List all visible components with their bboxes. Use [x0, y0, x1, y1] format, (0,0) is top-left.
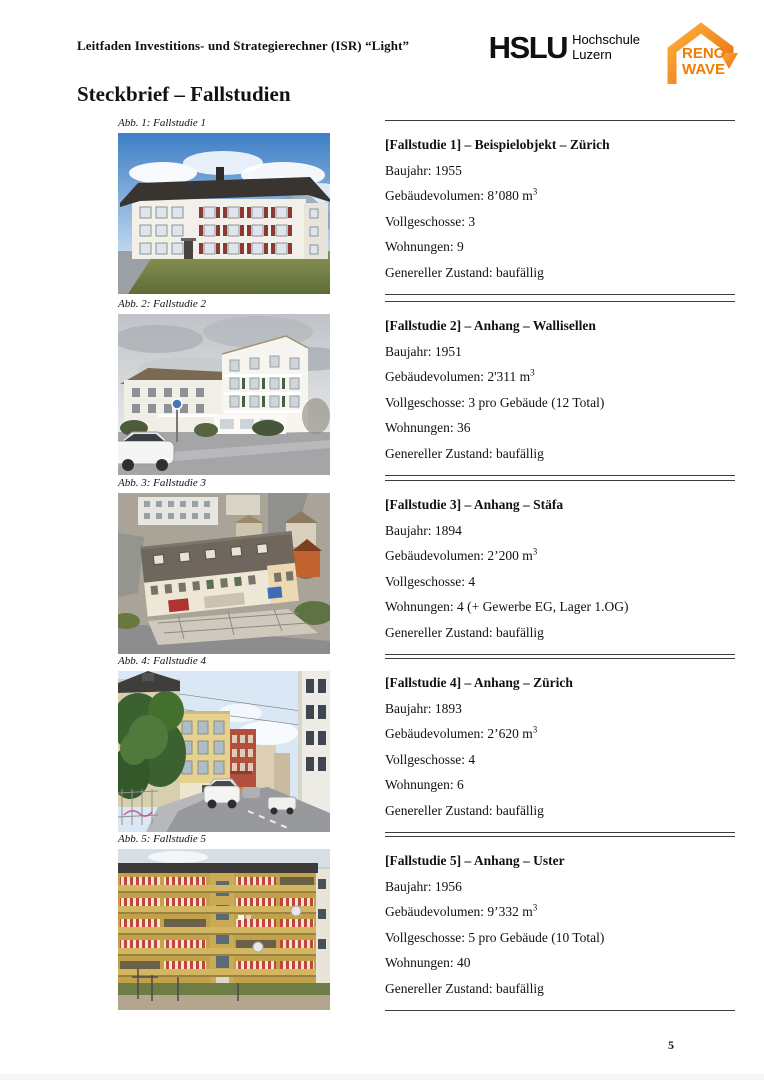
volumen-line [385, 721, 735, 747]
vollgeschosse-line: Vollgeschosse: 3 [385, 213, 476, 229]
zustand-line: Genereller Zustand: baufällig [385, 802, 544, 818]
volumen-text: Gebäudevolumen: 8’080 m [385, 188, 533, 203]
page-title: Steckbrief – Fallstudien [77, 82, 291, 106]
volumen-text: Gebäudevolumen: 2’620 m [385, 726, 533, 741]
renowave-house-arrow-icon [662, 22, 740, 86]
wohnungen-line: Wohnungen: 40 [385, 955, 471, 970]
vollgeschosse-line: Vollgeschosse: 5 pro Gebäude (10 Total) [385, 929, 605, 945]
page-bottom-edge [0, 1074, 764, 1080]
volumen-superscript: 3 [532, 724, 538, 735]
document-header-title: Leitfaden Investitions- und Strategierechner (ISR) “Light” [77, 38, 410, 53]
volumen-line [385, 543, 735, 569]
page-number: 5 [668, 1038, 674, 1052]
volumen-superscript: 3 [532, 186, 538, 197]
wohnungen-line: Wohnungen: 9 [385, 239, 464, 254]
figure-caption: Abb. 2: Fallstudie 2 [118, 298, 206, 310]
header-logos [489, 22, 740, 86]
case-study-info-2 [385, 301, 735, 476]
renowave-logo [662, 22, 740, 86]
baujahr-line: Baujahr: 1894 [385, 522, 462, 538]
vollgeschosse-line: Vollgeschosse: 4 [385, 751, 476, 767]
wohnungen-line: Wohnungen: 36 [385, 420, 471, 435]
figure-fallstudie-3 [118, 477, 330, 654]
case-study-title: [Fallstudie 3] – Anhang – Stäfa [385, 497, 564, 512]
hslu-wordmark: HSLU [488, 30, 568, 65]
figure-fallstudie-5 [118, 833, 330, 1010]
photo-fallstudie-2-street-buildings [118, 314, 330, 475]
volumen-line [385, 183, 735, 209]
case-study-title: [Fallstudie 1] – Beispielobjekt – Zürich [385, 137, 610, 152]
photo-fallstudie-1-apartment-building [118, 133, 330, 294]
zustand-line: Genereller Zustand: baufällig [385, 445, 544, 461]
volumen-line [385, 899, 735, 925]
baujahr-line: Baujahr: 1955 [385, 162, 462, 178]
hslu-logo [489, 32, 640, 63]
volumen-superscript: 3 [530, 367, 535, 378]
case-study-info-5 [385, 836, 735, 1011]
zustand-line: Genereller Zustand: baufällig [385, 980, 544, 996]
photo-fallstudie-4-street-scene [118, 671, 330, 832]
case-study-row-3 [0, 477, 764, 655]
wohnungen-line: Wohnungen: 6 [385, 777, 464, 792]
case-study-row-4 [0, 655, 764, 833]
case-study-title: [Fallstudie 2] – Anhang – Wallisellen [385, 318, 596, 333]
case-study-row-5 [0, 833, 764, 1011]
wohnungen-line: Wohnungen: 4 (+ Gewerbe EG, Lager 1.OG) [385, 599, 629, 614]
volumen-text: Gebäudevolumen: 2'311 m [385, 369, 531, 384]
case-study-info-4 [385, 658, 735, 833]
page-header [77, 22, 740, 86]
figure-fallstudie-2 [118, 298, 330, 475]
renowave-text-line2: WAVE [682, 61, 726, 78]
baujahr-line: Baujahr: 1951 [385, 343, 462, 359]
renowave-text-line1: RENO [682, 45, 726, 62]
case-study-row-2 [0, 298, 764, 476]
photo-fallstudie-5-yellow-apartment-block [118, 849, 330, 1010]
photo-fallstudie-3-aerial-rooftops [118, 493, 330, 654]
figure-caption: Abb. 3: Fallstudie 3 [118, 477, 206, 489]
case-study-title: [Fallstudie 4] – Anhang – Zürich [385, 675, 573, 690]
volumen-superscript: 3 [532, 546, 538, 557]
case-study-info-1 [385, 120, 735, 295]
volumen-superscript: 3 [532, 902, 538, 913]
volumen-line [385, 364, 735, 390]
figure-caption: Abb. 1: Fallstudie 1 [118, 117, 206, 129]
case-study-info-3 [385, 480, 735, 655]
figure-caption: Abb. 4: Fallstudie 4 [118, 655, 206, 667]
hslu-subtitle-line2: Luzern [572, 46, 612, 62]
volumen-text: Gebäudevolumen: 9’332 m [385, 904, 533, 919]
volumen-text: Gebäudevolumen: 2’200 m [385, 548, 533, 563]
vollgeschosse-line: Vollgeschosse: 3 pro Gebäude (12 Total) [385, 394, 605, 410]
zustand-line: Genereller Zustand: baufällig [385, 624, 544, 640]
zustand-line: Genereller Zustand: baufällig [385, 264, 544, 280]
case-study-row-1 [0, 117, 764, 295]
case-study-title: [Fallstudie 5] – Anhang – Uster [385, 853, 565, 868]
baujahr-line: Baujahr: 1956 [385, 878, 462, 894]
figure-fallstudie-1 [118, 117, 330, 294]
hslu-subtitle [572, 33, 640, 62]
figure-fallstudie-4 [118, 655, 330, 832]
hslu-subtitle-line1: Hochschule [572, 32, 640, 48]
baujahr-line: Baujahr: 1893 [385, 700, 462, 716]
vollgeschosse-line: Vollgeschosse: 4 [385, 573, 476, 589]
figure-caption: Abb. 5: Fallstudie 5 [118, 833, 206, 845]
